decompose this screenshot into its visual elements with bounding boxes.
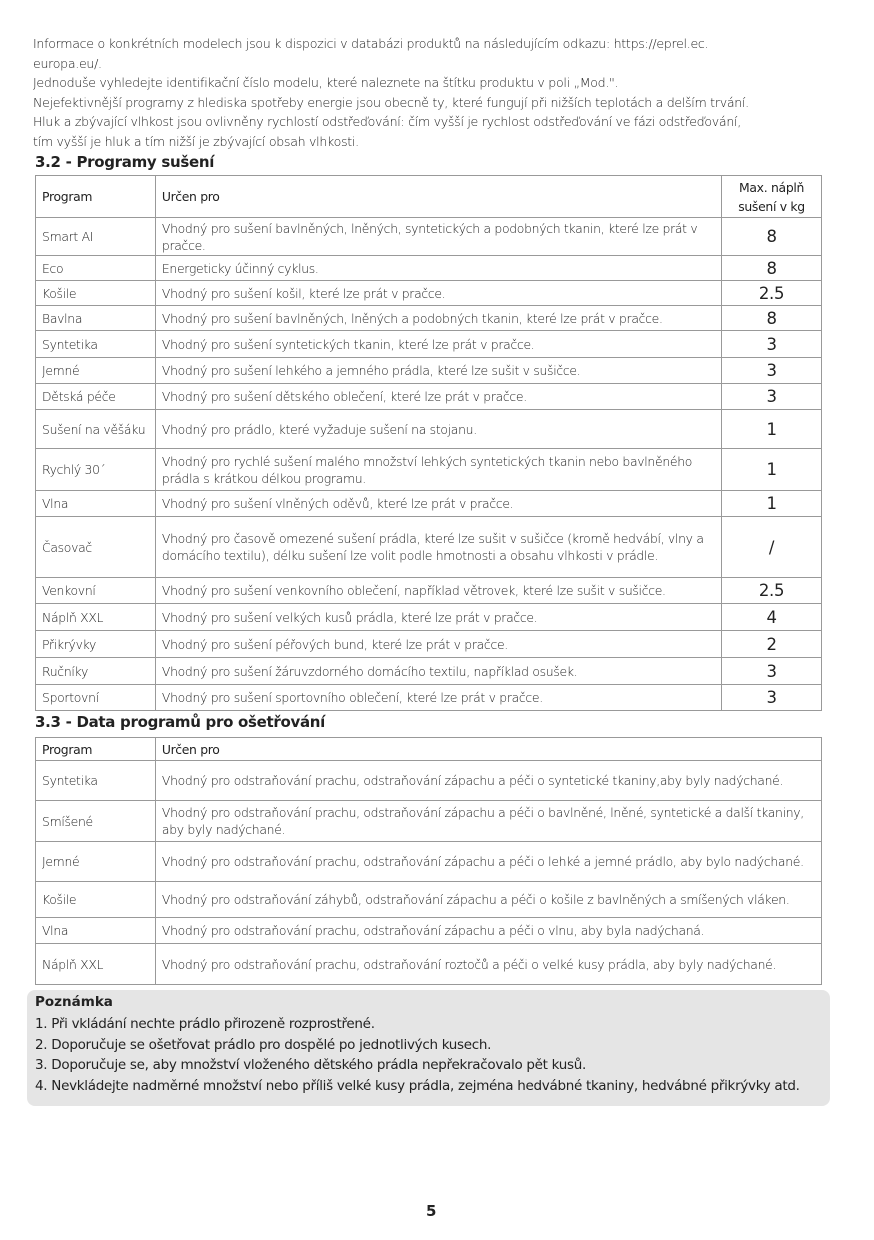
cell-max-load: 2.5: [722, 281, 822, 306]
cell-purpose: Vhodný pro časově omezené sušení prádla, které lze sušit v sušičce (kromě hedvábí, vlny a domácího textilu), délku sušení lze volit podle hmotnosti a obsahu vlhkosti v prádle.: [155, 517, 721, 578]
intro-line: Informace o konkrétních modelech jsou k dispozici v databázi produktů na následujícím odkazu: https://eprel.ec.: [33, 36, 709, 51]
cell-max-load: 8: [722, 306, 822, 331]
table-row: [36, 578, 822, 604]
drying-section-title: 3.2 - Programy sušení: [35, 153, 215, 171]
table-row: [36, 918, 822, 944]
cell-max-load: 3: [722, 658, 822, 685]
table-row: [36, 358, 822, 384]
cell-program: Košile: [36, 281, 156, 306]
cell-max-load: 2.5: [722, 578, 822, 604]
cell-max-load: 2: [722, 631, 822, 658]
cell-purpose: Vhodný pro odstraňování prachu, odstraňování zápachu a péči o lehké a jemné prádlo, aby bylo nadýchané.: [155, 842, 821, 882]
cell-program: Jemné: [36, 842, 156, 882]
note-item: 3. Doporučuje se, aby množství vloženého dětského prádla nepřekračovalo pět kusů.: [35, 1057, 587, 1073]
table-row: [36, 449, 822, 491]
cell-max-load: 8: [722, 256, 822, 281]
table-row: [36, 882, 822, 918]
cell-purpose: Energeticky účinný cyklus.: [155, 256, 721, 281]
cell-program: Košile: [36, 882, 156, 918]
cell-program: Jemné: [36, 358, 156, 384]
cell-program: Vlna: [36, 491, 156, 517]
intro-line: europa.eu/.: [33, 55, 102, 71]
cell-purpose: Vhodný pro odstraňování prachu, odstraňování zápachu a péči o vlnu, aby byla nadýchaná.: [155, 918, 821, 944]
note-item: 1. Při vkládání nechte prádlo přirozeně rozprostřené.: [35, 1016, 375, 1032]
cell-max-load: /: [722, 517, 822, 578]
header-purpose: Určen pro: [155, 176, 721, 218]
cell-program: Syntetika: [36, 331, 156, 358]
header-program: Program: [36, 176, 156, 218]
note-title: Poznámka: [35, 994, 113, 1010]
cell-max-load: 3: [722, 331, 822, 358]
cell-purpose: Vhodný pro odstraňování prachu, odstraňování roztočů a péči o velké kusy prádla, aby byly nadýchané.: [155, 944, 821, 985]
table-row: [36, 517, 822, 578]
cell-program: Sušení na věšáku: [36, 410, 156, 449]
cell-purpose: Vhodný pro sušení vlněných oděvů, které lze prát v pračce.: [155, 491, 721, 517]
intro-text: [33, 34, 833, 151]
cell-purpose: Vhodný pro sušení velkých kusů prádla, které lze prát v pračce.: [155, 604, 721, 631]
table-row: [36, 631, 822, 658]
cell-purpose: Vhodný pro sušení dětského oblečení, které lze prát v pračce.: [155, 384, 721, 410]
cell-program: Ručníky: [36, 658, 156, 685]
intro-line: Jednoduše vyhledejte identifikační číslo modelu, které naleznete na štítku produktu v poli „Mod.".: [33, 75, 619, 90]
header-program: Program: [36, 738, 156, 761]
table-row: [36, 604, 822, 631]
cell-max-load: 1: [722, 449, 822, 491]
table-row: [36, 842, 822, 882]
cell-program: Syntetika: [36, 761, 156, 801]
cell-purpose: Vhodný pro sušení venkovního oblečení, například větrovek, které lze sušit v sušičce.: [155, 578, 721, 604]
table-row: [36, 944, 822, 985]
table-row: [36, 685, 822, 711]
table-row: [36, 658, 822, 685]
cell-program: Rychlý 30´: [36, 449, 156, 491]
cell-program: Sportovní: [36, 685, 156, 711]
cell-purpose: Vhodný pro sušení bavlněných, lněných a podobných tkanin, které lze prát v pračce.: [155, 306, 721, 331]
cell-max-load: 8: [722, 218, 822, 256]
note-item: 4. Nevkládejte nadměrné množství nebo příliš velké kusy prádla, zejména hedvábné tkaniny, hedvábné přikrývky atd.: [35, 1077, 800, 1094]
cell-program: Venkovní: [36, 578, 156, 604]
cell-program: Vlna: [36, 918, 156, 944]
table-row: [36, 281, 822, 306]
cell-max-load: 4: [722, 604, 822, 631]
cell-max-load: 3: [722, 384, 822, 410]
intro-line: tím vyšší je hluk a tím nižší je zbývající obsah vlhkosti.: [33, 133, 359, 149]
note-item: 2. Doporučuje se ošetřovat prádlo pro dospělé po jednotlivých kusech.: [35, 1036, 492, 1053]
cell-program: Náplň XXL: [36, 604, 156, 631]
cell-purpose: Vhodný pro sušení bavlněných, lněných, syntetických a podobných tkanin, které lze prát v pračce.: [155, 218, 721, 256]
cell-max-load: 3: [722, 358, 822, 384]
header-max-load: Max. náplň sušení v kg: [722, 176, 822, 218]
table-row: [36, 306, 822, 331]
cell-purpose: Vhodný pro sušení sportovního oblečení, které lze prát v pračce.: [155, 685, 721, 711]
table-row: [36, 331, 822, 358]
table-row: [36, 801, 822, 842]
table-row: [36, 761, 822, 801]
note-box: [27, 990, 830, 1106]
cell-purpose: Vhodný pro sušení košil, které lze prát v pračce.: [155, 281, 721, 306]
cell-program: Časovač: [36, 517, 156, 578]
cell-purpose: Vhodný pro odstraňování prachu, odstraňování zápachu a péči o bavlněné, lněné, syntetické a další tkaniny, aby byly nadýchané.: [155, 801, 821, 842]
table-row: [36, 218, 822, 256]
cell-purpose: Vhodný pro sušení syntetických tkanin, které lze prát v pračce.: [155, 331, 721, 358]
care-section-title: 3.3 - Data programů pro ošetřování: [35, 713, 326, 731]
table-row: [36, 410, 822, 449]
cell-purpose: Vhodný pro sušení lehkého a jemného prádla, které lze sušit v sušičce.: [155, 358, 721, 384]
cell-purpose: Vhodný pro rychlé sušení malého množství lehkých syntetických tkanin nebo bavlněného prádla s krátkou délkou programu.: [155, 449, 721, 491]
table-row: [36, 384, 822, 410]
cell-purpose: Vhodný pro sušení žáruvzdorného domácího textilu, například osušek.: [155, 658, 721, 685]
header-purpose: Určen pro: [155, 738, 821, 761]
intro-line: Nejefektivnější programy z hlediska spotřeby energie jsou obecně ty, které fungují při nižších teplotách a delším trvání.: [33, 94, 749, 110]
drying-programs-table: [35, 175, 822, 711]
cell-program: Náplň XXL: [36, 944, 156, 985]
cell-purpose: Vhodný pro prádlo, které vyžaduje sušení na stojanu.: [155, 410, 721, 449]
cell-program: Smíšené: [36, 801, 156, 842]
intro-line: Hluk a zbývající vlhkost jsou ovlivněny rychlostí odstřeďování: čím vyšší je rychlost odstřeďování ve fázi odstřeďování,: [33, 114, 741, 129]
care-programs-table: [35, 737, 822, 985]
cell-max-load: 1: [722, 491, 822, 517]
cell-program: Přikrývky: [36, 631, 156, 658]
cell-program: Smart AI: [36, 218, 156, 256]
cell-max-load: 1: [722, 410, 822, 449]
cell-purpose: Vhodný pro sušení péřových bund, které lze prát v pračce.: [155, 631, 721, 658]
cell-program: Bavlna: [36, 306, 156, 331]
cell-max-load: 3: [722, 685, 822, 711]
cell-purpose: Vhodný pro odstraňování záhybů, odstraňování zápachu a péči o košile z bavlněných a smíšených vláken.: [155, 882, 821, 918]
page-number: 5: [426, 1202, 437, 1220]
cell-purpose: Vhodný pro odstraňování prachu, odstraňování zápachu a péči o syntetické tkaniny,aby byly nadýchané.: [155, 761, 821, 801]
table-row: [36, 491, 822, 517]
table-row: [36, 256, 822, 281]
cell-program: Eco: [36, 256, 156, 281]
cell-program: Dětská péče: [36, 384, 156, 410]
